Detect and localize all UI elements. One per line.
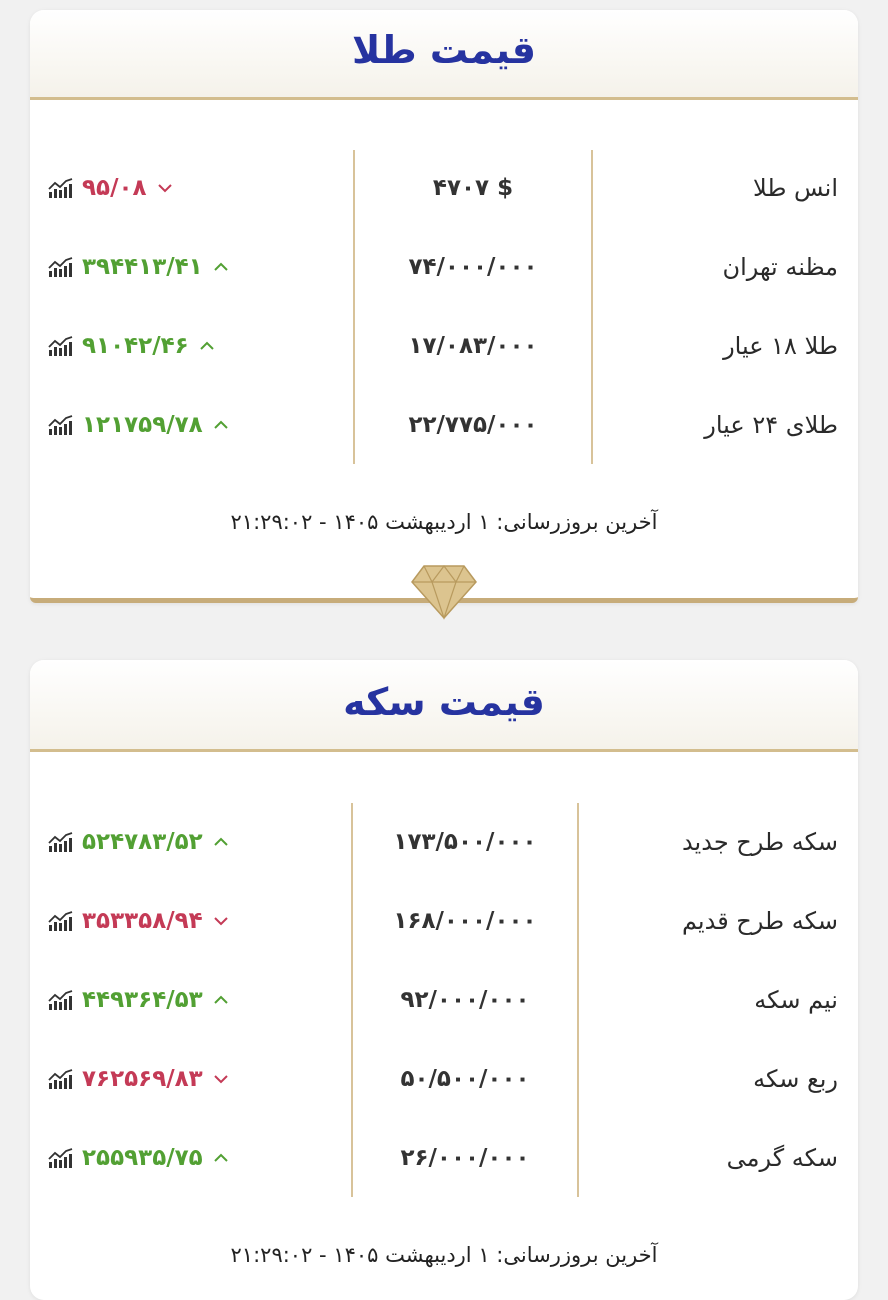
- item-change: [48, 1059, 229, 1099]
- item-name: سکه طرح جدید: [681, 828, 838, 856]
- coin-card-header: [30, 660, 858, 752]
- chevron-up-icon: [199, 341, 215, 351]
- change-value: ۴۴۹۳۶۴/۵۳: [82, 987, 203, 1013]
- coin-card-title: قیمت سکه: [343, 680, 545, 724]
- item-name: نیم سکه: [754, 986, 838, 1014]
- item-price: ۲۶/۰۰۰/۰۰۰: [400, 1145, 530, 1171]
- chart-icon[interactable]: [48, 911, 74, 931]
- item-price: ۱۷۳/۵۰۰/۰۰۰: [393, 829, 537, 855]
- item-price: ۲۲/۷۷۵/۰۰۰: [408, 412, 538, 438]
- coin-row-half[interactable]: [30, 980, 858, 1020]
- gold-row-tehran[interactable]: [30, 247, 858, 287]
- change-value: ۹۱۰۴۲/۴۶: [82, 333, 189, 359]
- chevron-up-icon: [213, 837, 229, 847]
- item-price: ۹۲/۰۰۰/۰۰۰: [400, 987, 530, 1013]
- item-price: ۱۷/۰۸۳/۰۰۰: [408, 333, 538, 359]
- change-value: ۹۵/۰۸: [82, 175, 147, 201]
- gold-row-24k[interactable]: [30, 405, 858, 445]
- gold-row-ounce[interactable]: [30, 168, 858, 208]
- change-value: ۲۵۵۹۳۵/۷۵: [82, 1145, 203, 1171]
- chart-icon[interactable]: [48, 336, 74, 356]
- change-value: ۳۵۳۳۵۸/۹۴: [82, 908, 203, 934]
- change-value: ۳۹۴۴۱۳/۴۱: [82, 254, 203, 280]
- chart-icon[interactable]: [48, 1069, 74, 1089]
- last-updated: آخرین بروزرسانی: ۱ اردیبهشت ۱۴۰۵ - ۲۱:۲۹:۰۲: [230, 510, 658, 534]
- change-value: ۵۲۴۷۸۳/۵۲: [82, 829, 203, 855]
- chart-icon[interactable]: [48, 1148, 74, 1168]
- item-change: [48, 1138, 229, 1178]
- item-price: ۱۶۸/۰۰۰/۰۰۰: [393, 908, 537, 934]
- change-value: ۷۶۲۵۶۹/۸۳: [82, 1066, 203, 1092]
- chevron-down-icon: [157, 183, 173, 193]
- gold-row-18k[interactable]: [30, 326, 858, 366]
- item-price: ۵۰/۵۰۰/۰۰۰: [400, 1066, 530, 1092]
- chevron-up-icon: [213, 420, 229, 430]
- chart-icon[interactable]: [48, 832, 74, 852]
- item-change: [48, 247, 229, 287]
- chart-icon[interactable]: [48, 415, 74, 435]
- item-name: سکه طرح قدیم: [681, 907, 838, 935]
- item-change: [48, 980, 229, 1020]
- coin-price-card: [30, 660, 858, 1300]
- chart-icon[interactable]: [48, 257, 74, 277]
- gold-price-card: [30, 10, 858, 603]
- chart-icon[interactable]: [48, 178, 74, 198]
- diamond-icon: [410, 562, 478, 620]
- item-price: $ ۴۷۰۷: [432, 175, 514, 201]
- item-name: طلا ۱۸ عیار: [723, 332, 838, 360]
- coin-row-old[interactable]: [30, 901, 858, 941]
- item-name: طلای ۲۴ عیار: [704, 411, 838, 439]
- item-name: ربع سکه: [753, 1065, 838, 1093]
- chevron-down-icon: [213, 916, 229, 926]
- item-change: [48, 405, 229, 445]
- chart-icon[interactable]: [48, 990, 74, 1010]
- item-change: [48, 822, 229, 862]
- item-change: [48, 901, 229, 941]
- chevron-up-icon: [213, 995, 229, 1005]
- last-updated: آخرین بروزرسانی: ۱ اردیبهشت ۱۴۰۵ - ۲۱:۲۹:۰۲: [230, 1243, 658, 1267]
- coin-row-quarter[interactable]: [30, 1059, 858, 1099]
- gold-card-title: قیمت طلا: [352, 28, 536, 72]
- item-name: انس طلا: [753, 174, 838, 202]
- gold-card-header: [30, 10, 858, 100]
- item-price: ۷۴/۰۰۰/۰۰۰: [408, 254, 538, 280]
- coin-row-new[interactable]: [30, 822, 858, 862]
- chevron-up-icon: [213, 1153, 229, 1163]
- item-name: مظنه تهران: [722, 253, 838, 281]
- item-change: [48, 168, 173, 208]
- chevron-up-icon: [213, 262, 229, 272]
- change-value: ۱۲۱۷۵۹/۷۸: [82, 412, 203, 438]
- coin-row-gram[interactable]: [30, 1138, 858, 1178]
- chevron-down-icon: [213, 1074, 229, 1084]
- item-name: سکه گرمی: [726, 1144, 838, 1172]
- item-change: [48, 326, 215, 366]
